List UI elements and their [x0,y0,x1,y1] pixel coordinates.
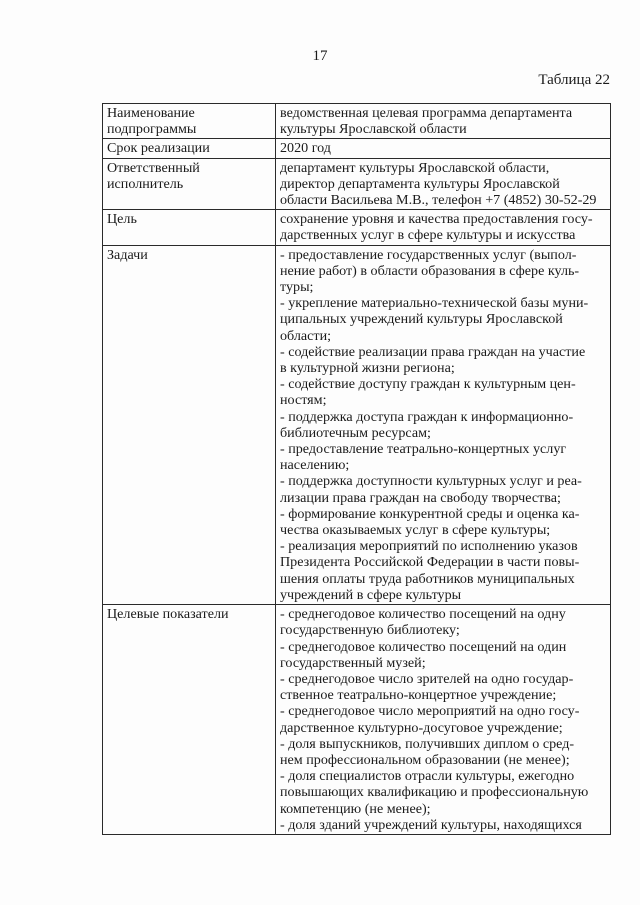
value-line: директор департамента культуры Ярославской [280,175,560,192]
row-value-cell [276,158,611,210]
value-line: департамент культуры Ярославской области, [280,159,550,176]
subprogram-passport-table [102,103,611,835]
label-line: исполнитель [107,175,184,192]
table-row [103,245,611,604]
row-value [280,606,606,833]
value-line: в культурной жизни региона; [280,360,455,377]
table-row [103,605,611,835]
value-line: - предоставление театрально-концертных услуг [280,441,567,458]
value-line: ственное театрально-концертное учреждение; [280,687,557,704]
value-line: туры; [280,279,314,296]
label-line: Целевые показатели [107,606,229,623]
value-line: ведомственная целевая программа департамента [280,105,573,121]
value-line: библиотечным ресурсам; [280,424,431,441]
value-line: - среднегодовое количество посещений на одну [280,606,566,623]
value-line: - поддержка доступа граждан к информационно- [280,408,574,425]
value-line: области Васильева М.В., телефон +7 (4852) 30-52-29 [280,192,597,209]
row-label [107,247,271,263]
table-body [103,104,611,835]
value-line: - формирование конкурентной среды и оценка ка- [280,505,580,522]
row-label [107,105,271,137]
value-line: области; [280,327,332,344]
value-line: государственный музей; [280,654,426,671]
value-line: шения оплаты труда работников муниципальных [280,570,575,587]
value-line: - укрепление материально-технической базы муни- [280,295,589,312]
row-label [107,211,271,227]
row-value [280,211,606,243]
row-label [107,140,271,156]
value-line: - содействие реализации права граждан на участие [280,343,586,360]
row-value-cell [276,139,611,158]
value-line: государственную библиотеку; [280,622,460,639]
value-line: сохранение уровня и качества предоставления госу- [280,211,593,228]
row-label-cell [103,245,276,604]
row-value [280,105,606,137]
row-value [280,160,606,209]
value-line: - реализация мероприятий по исполнению указов [280,538,578,555]
value-line: чества оказываемых услуг в сфере культуры; [280,522,551,539]
value-line: - доля выпускников, получивших диплом о сред- [280,735,575,752]
row-label [107,606,271,622]
value-line: культуры Ярославской области [280,121,467,138]
label-line: Задачи [107,246,148,263]
value-line: Президента Российской Федерации в части повы- [280,554,580,571]
row-label-cell [103,210,276,245]
value-line: дарственных услуг в сфере культуры и искусства [280,227,576,244]
value-line: - содействие доступу граждан к культурным цен- [280,376,576,393]
row-label-cell [103,605,276,835]
table-row [103,158,611,210]
value-line: - среднегодовое число зрителей на одно государ- [280,670,574,687]
row-label-cell [103,158,276,210]
label-line: Ответственный [107,159,200,176]
row-value [280,140,606,156]
row-label-cell [103,104,276,139]
table-row [103,139,611,158]
value-line: учреждений в сфере культуры [280,586,462,603]
table-row [103,210,611,245]
value-line: - предоставление государственных услуг (выпол- [280,246,577,263]
value-line: 2020 год [280,140,331,157]
value-line: нем профессиональном образовании (не менее); [280,751,570,768]
row-value-cell [276,104,611,139]
value-line: - доля зданий учреждений культуры, находящихся [280,816,582,833]
row-label-cell [103,139,276,158]
label-line: Цель [107,211,137,228]
value-line: дарственное культурно-досуговое учреждение; [280,719,563,736]
value-line: лизации права граждан на свободу творчества; [280,489,561,506]
row-value-cell [276,210,611,245]
value-line: нение работ) в области образования в сфере куль- [280,262,580,279]
table-caption: Таблица 22 [538,72,610,88]
row-value-cell [276,245,611,604]
row-value [280,247,606,603]
value-line: - доля специалистов отрасли культуры, ежегодно [280,768,575,785]
page-number: 17 [312,48,328,64]
value-line: населению; [280,457,350,474]
label-line: подпрограммы [107,121,197,138]
value-line: повышающих квалификацию и профессиональную [280,784,589,801]
value-line: компетенцию (не менее); [280,800,431,817]
label-line: Срок реализации [107,140,210,157]
value-line: - среднегодовое количество посещений на один [280,638,567,655]
row-value-cell [276,605,611,835]
value-line: ципальных учреждений культуры Ярославской [280,311,563,328]
label-line: Наименование [107,105,195,121]
row-label [107,160,271,192]
value-line: ностям; [280,392,327,409]
value-line: - среднегодовое число мероприятий на одно госу- [280,703,580,720]
table-row [103,104,611,139]
value-line: - поддержка доступности культурных услуг и реа- [280,473,582,490]
